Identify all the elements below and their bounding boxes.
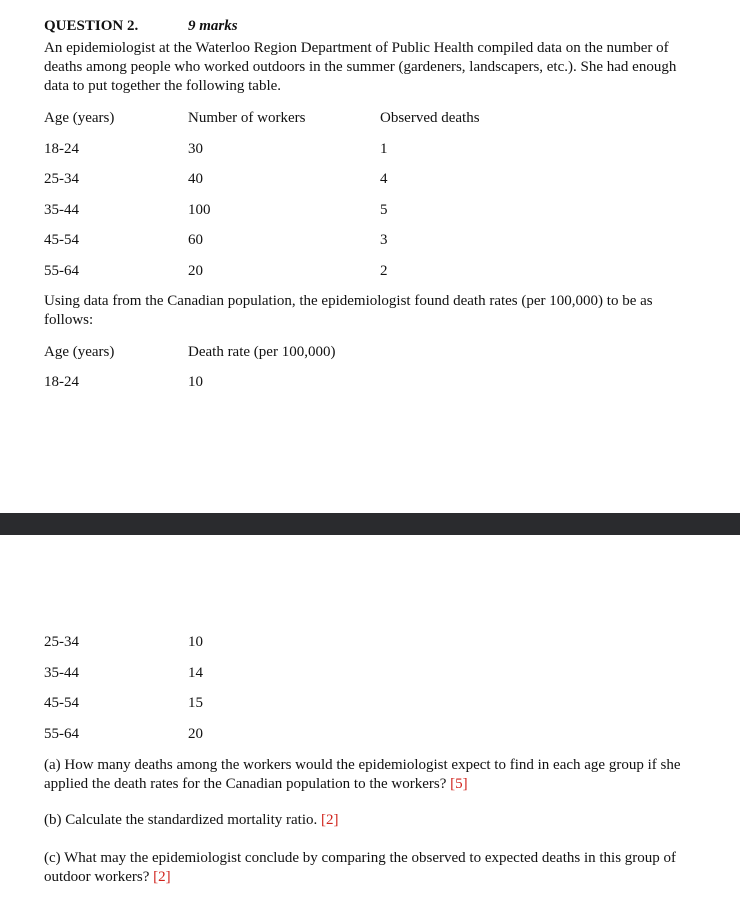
table1-header-workers: Number of workers [188, 110, 306, 126]
table2-cell-age: 35-44 [44, 665, 79, 681]
table1-cell-deaths: 5 [380, 202, 388, 218]
table1-header-age: Age (years) [44, 110, 115, 126]
question-a-text: (a) How many deaths among the workers would the epidemiologist expect to find in each age group if she applied the death rates for the Canadian population to the workers? [44, 757, 681, 792]
table2-header-rate: Death rate (per 100,000) [188, 344, 336, 360]
table2-cell-rate: 20 [188, 726, 203, 742]
table1-cell-age: 18-24 [44, 141, 79, 157]
table2-cell-age: 25-34 [44, 634, 79, 650]
table1-cell-workers: 40 [188, 171, 203, 187]
question-a [44, 756, 684, 794]
table1-cell-workers: 20 [188, 263, 203, 279]
question-b-text: (b) Calculate the standardized mortality ratio. [44, 812, 318, 828]
page-divider-bar [0, 513, 740, 535]
table1-cell-workers: 100 [188, 202, 211, 218]
question-c-marks: [2] [153, 869, 171, 885]
table1-cell-age: 35-44 [44, 202, 79, 218]
table1-cell-deaths: 4 [380, 171, 388, 187]
table2-cell-rate: 14 [188, 665, 203, 681]
question-c-text: (c) What may the epidemiologist conclude by comparing the observed to expected deaths in this group of outdoor workers? [44, 850, 677, 885]
intro-paragraph: An epidemiologist at the Waterloo Region Department of Public Health compiled data on the number of deaths among people who worked outdoors in the summer (gardeners, landscapers, etc.). She had enough data to put together the following table. [44, 40, 677, 94]
table1-cell-workers: 30 [188, 141, 203, 157]
table2-cell-rate: 10 [188, 374, 203, 390]
question-title: QUESTION 2. [44, 18, 139, 34]
table1-cell-deaths: 3 [380, 232, 388, 248]
table2-header-age: Age (years) [44, 344, 115, 360]
table1-cell-workers: 60 [188, 232, 203, 248]
question-c [44, 849, 684, 887]
table1-header-deaths: Observed deaths [380, 110, 480, 126]
question-a-marks: [5] [450, 776, 468, 792]
table2-cell-rate: 15 [188, 695, 203, 711]
question-b [44, 811, 684, 830]
table2-cell-rate: 10 [188, 634, 203, 650]
table2-cell-age: 18-24 [44, 374, 79, 390]
table1-cell-age: 25-34 [44, 171, 79, 187]
rates-paragraph: Using data from the Canadian population, the epidemiologist found death rates (per 100,000) to be as follows: [44, 293, 653, 328]
table1-cell-age: 55-64 [44, 263, 79, 279]
table1-cell-deaths: 2 [380, 263, 388, 279]
question-marks: 9 marks [188, 18, 238, 34]
table1-cell-deaths: 1 [380, 141, 388, 157]
table2-cell-age: 45-54 [44, 695, 79, 711]
table2-cell-age: 55-64 [44, 726, 79, 742]
question-b-marks: [2] [320, 812, 339, 828]
table1-cell-age: 45-54 [44, 232, 79, 248]
